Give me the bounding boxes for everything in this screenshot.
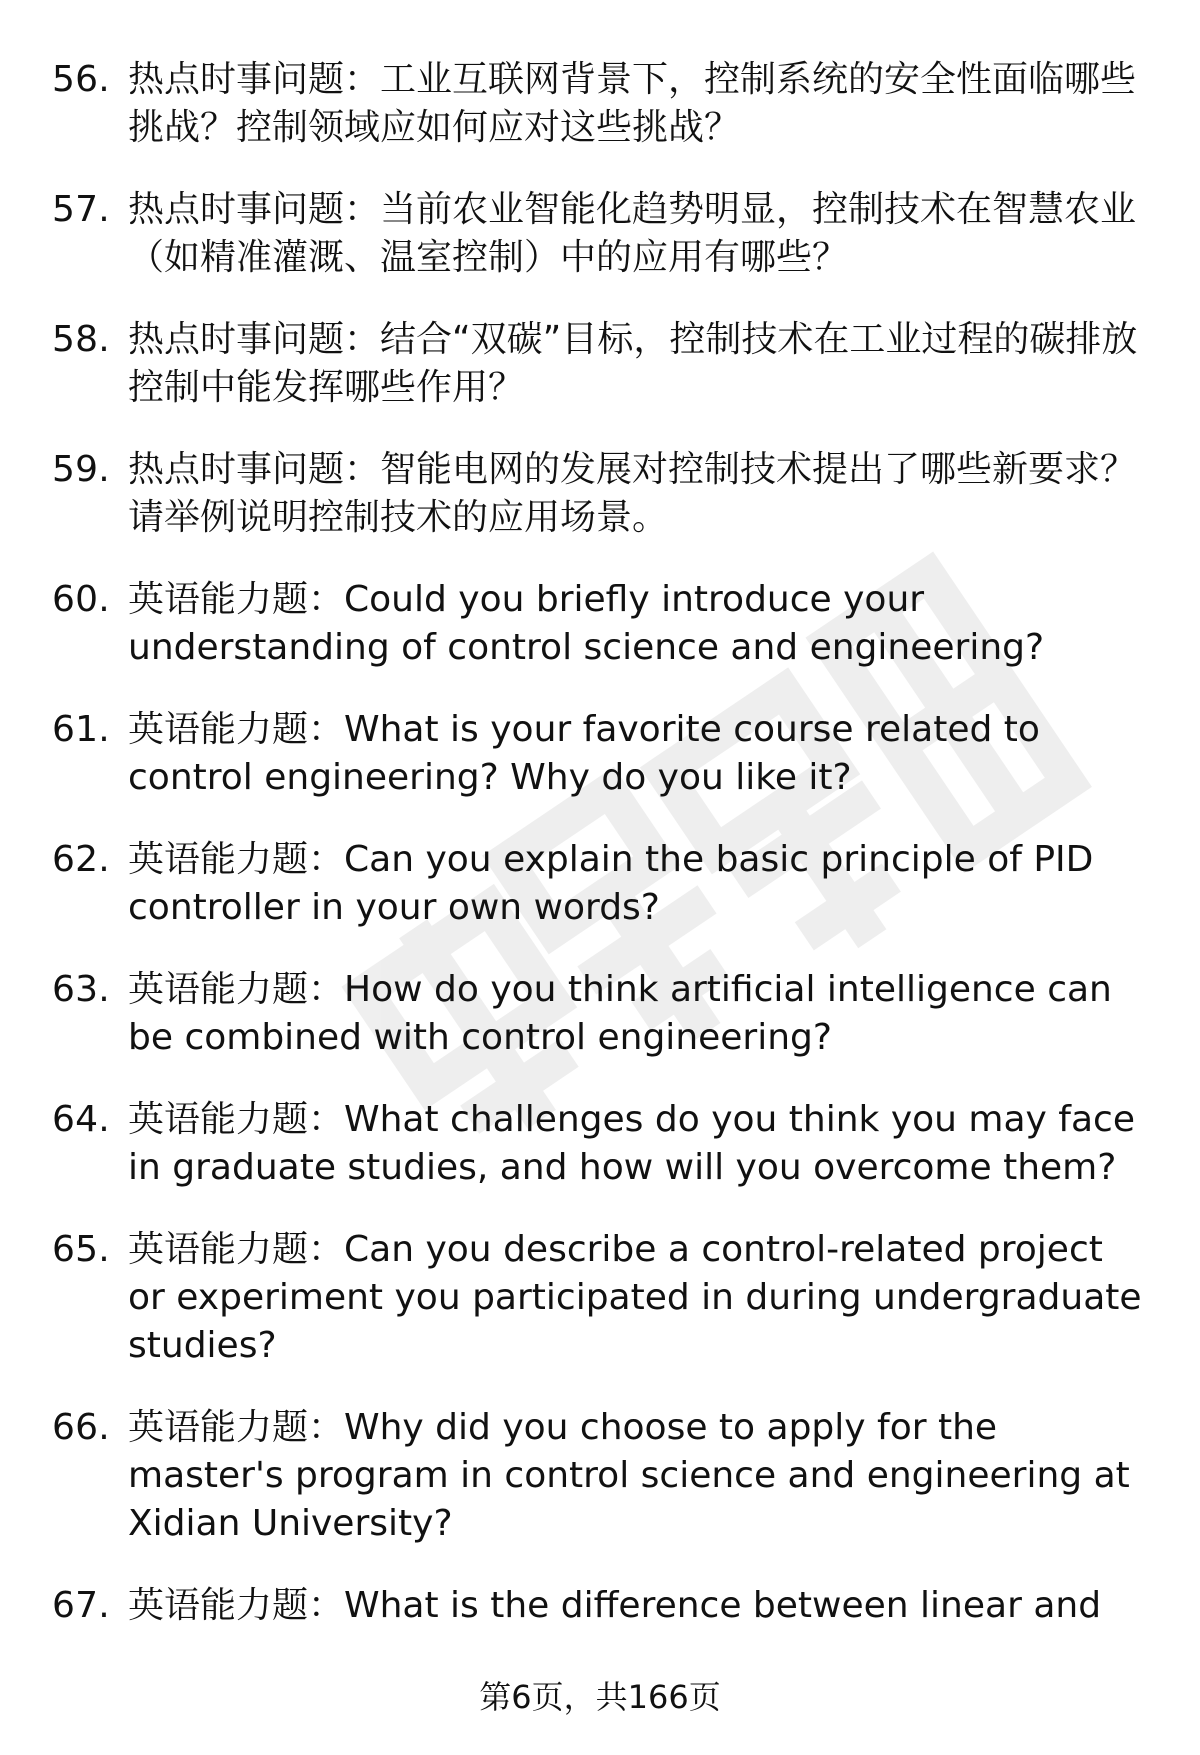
question-text-block (128, 446, 1142, 542)
question-number: 62. (52, 839, 110, 880)
question-item (52, 1582, 1142, 1630)
question-category: 英语能力题： (128, 1099, 345, 1140)
question-category: 热点时事问题： (128, 189, 381, 230)
question-item (52, 56, 1142, 152)
question-text: Can you explain the basic principle of PID controller in your own words? (128, 839, 1094, 928)
question-text: Why did you choose to apply for the master's program in control science and engineering at Xidian University? (128, 1407, 1130, 1544)
question-number: 60. (52, 579, 110, 620)
question-text: What challenges do you think you may face in graduate studies, and how will you overcome them? (128, 1099, 1135, 1188)
question-number: 56. (52, 59, 110, 100)
question-category: 热点时事问题： (128, 59, 381, 100)
question-item (52, 966, 1142, 1062)
question-text-block (128, 186, 1142, 282)
question-number: 66. (52, 1407, 110, 1448)
question-item (52, 836, 1142, 932)
question-item (52, 446, 1142, 542)
question-category: 英语能力题： (128, 1585, 345, 1626)
question-text-block (128, 1404, 1142, 1548)
question-item (52, 186, 1142, 282)
question-text-block (128, 316, 1142, 412)
question-category: 英语能力题： (128, 1407, 345, 1448)
question-number: 64. (52, 1099, 110, 1140)
question-text: 工业互联网背景下，控制系统的安全性面临哪些挑战？控制领域应如何应对这些挑战？ (128, 59, 1137, 148)
question-category: 英语能力题： (128, 839, 345, 880)
question-text-block (128, 576, 1142, 672)
question-text: What is the difference between linear and (344, 1585, 1102, 1626)
question-text-block (128, 706, 1142, 802)
question-item (52, 1404, 1142, 1548)
question-text: Could you briefly introduce your understanding of control science and engineering? (128, 579, 1045, 668)
question-item (52, 576, 1142, 672)
question-text-block (128, 1582, 1142, 1630)
question-number: 57. (52, 189, 110, 230)
question-item (52, 706, 1142, 802)
question-category: 热点时事问题： (128, 319, 381, 360)
question-number: 63. (52, 969, 110, 1010)
question-number: 58. (52, 319, 110, 360)
question-list (52, 56, 1142, 1664)
question-text-block (128, 836, 1142, 932)
question-text-block (128, 966, 1142, 1062)
question-text: What is your favorite course related to control engineering? Why do you like it? (128, 709, 1040, 798)
question-number: 61. (52, 709, 110, 750)
question-text: Can you describe a control-related project or experiment you participated in during undergraduate studies? (128, 1229, 1142, 1366)
question-number: 65. (52, 1229, 110, 1270)
question-item (52, 316, 1142, 412)
question-category: 英语能力题： (128, 1229, 345, 1270)
question-item (52, 1096, 1142, 1192)
question-text: 结合“双碳”目标，控制技术在工业过程的碳排放控制中能发挥哪些作用？ (128, 319, 1138, 408)
question-text-block (128, 56, 1142, 152)
page-footer: 第6页，共166页 (479, 1678, 721, 1716)
question-category: 英语能力题： (128, 579, 345, 620)
question-text: 当前农业智能化趋势明显，控制技术在智慧农业（如精准灌溉、温室控制）中的应用有哪些？ (128, 189, 1137, 278)
question-text: 智能电网的发展对控制技术提出了哪些新要求？请举例说明控制技术的应用场景。 (128, 449, 1137, 538)
question-text-block (128, 1226, 1142, 1370)
question-category: 英语能力题： (128, 969, 345, 1010)
question-text-block (128, 1096, 1142, 1192)
question-text: How do you think artificial intelligence can be combined with control engineering? (128, 969, 1112, 1058)
question-number: 59. (52, 449, 110, 490)
question-category: 热点时事问题： (128, 449, 381, 490)
question-number: 67. (52, 1585, 110, 1626)
question-item (52, 1226, 1142, 1370)
question-category: 英语能力题： (128, 709, 345, 750)
